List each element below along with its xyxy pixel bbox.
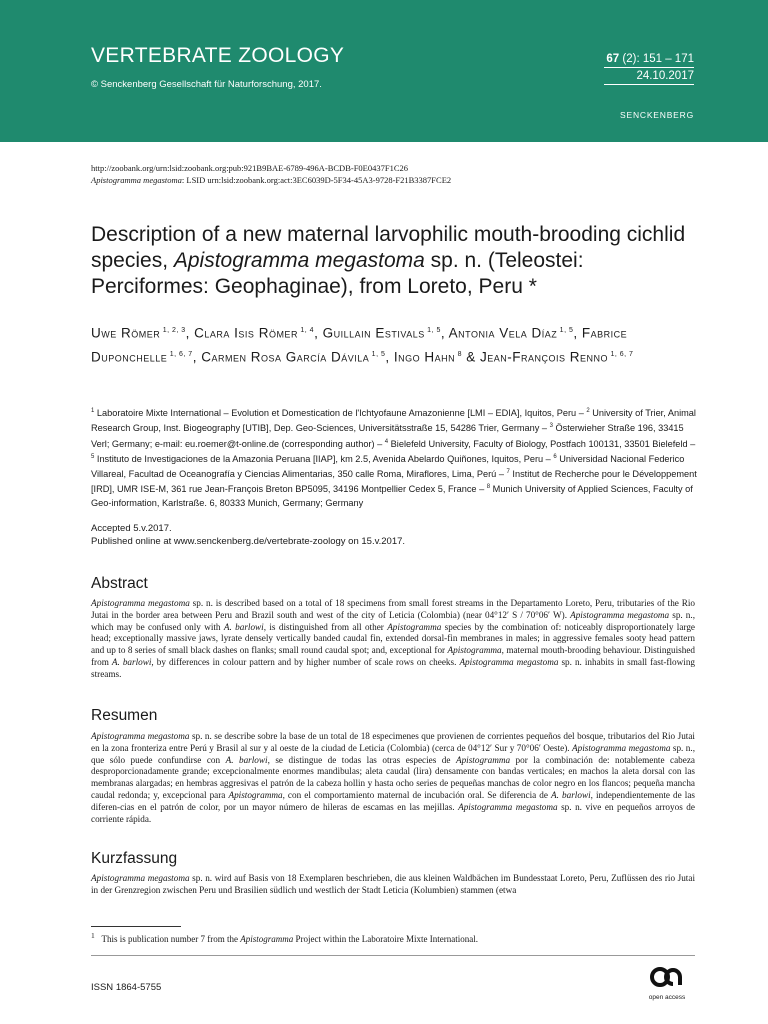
author-name: Uwe Römer bbox=[91, 325, 161, 341]
text-run: sp. n. se describe sobre la base de un total de 18 especimenes que provienen de corrientes pequeños del bosque, tributarios del Rio Jutai en la zona fronteriza entre Perú y Brasil al sur y al oeste de la ciudad de Leticia (Colombia) (cerca de 04°12′ Sur y 70°06′ Oeste). bbox=[91, 731, 695, 753]
taxon-name: Apistogramma megastoma bbox=[459, 656, 559, 667]
resumen-heading: Resumen bbox=[91, 707, 158, 724]
author-affiliation-marks: 1, 5 bbox=[557, 327, 574, 334]
affiliation-number: 8 bbox=[486, 484, 491, 491]
taxon-name: Apistogramma megastoma bbox=[91, 731, 190, 741]
taxon-name: A. barlowi bbox=[111, 656, 152, 667]
text-run: , se distingue de todas las otras especies de bbox=[267, 754, 456, 765]
affiliation-text: Instituto de Investigaciones de la Amazonia Peruana [IIAP], km 2.5, Avenida Abelardo Quiñones, Iquitos, Peru – bbox=[94, 453, 554, 464]
author-name: Clara Isis Römer bbox=[194, 325, 298, 341]
kurzfassung-heading: Kurzfassung bbox=[91, 850, 178, 867]
affiliation-number: 1 bbox=[91, 408, 95, 414]
text-run: sp. n. wird auf Basis von 18 Exemplaren beschrieben, die aus kleinen Waldbächen im Bundesstaat Loreto, Peru, Zuflüssen des rio Jutai in der Grenzregion zwischen Peru und Brasilien südlich und westlich der Stadt Leticia (Kolumbien) stammen (etwa bbox=[91, 873, 695, 895]
author-affiliation-marks: 1, 4 bbox=[297, 327, 315, 334]
affiliation-text: Institut de Recherche pour le Développement [IRD], UMR ISE-M, 361 rue Jean-François Breton BP5095, 34196 Montpellier Cedex 5, France – bbox=[91, 469, 697, 495]
published-online: Published online at www.senckenberg.de/vertebrate-zoology on 15.v.2017. bbox=[91, 536, 406, 547]
affiliation-number: 7 bbox=[506, 469, 510, 476]
text-run: sp. n. vive en pequeños arroyos de corriente rápida. bbox=[91, 801, 695, 824]
taxon-name: Apistogramma bbox=[387, 621, 442, 632]
affiliation-text: Munich University of Applied Sciences, Faculty of Geo-information, Karlstraße. 6, 80333 Munich, Germany; Germany bbox=[91, 484, 693, 508]
author-separator: , bbox=[573, 325, 582, 341]
author-separator: , bbox=[192, 349, 202, 364]
author-list bbox=[91, 320, 701, 367]
taxon-name: Apistogramma bbox=[228, 789, 283, 800]
text-run: sp. n. inhabits in small fast-flowing streams. bbox=[91, 656, 696, 679]
affiliation-number: 6 bbox=[553, 453, 557, 460]
taxon-name: A. barlowi bbox=[551, 789, 591, 800]
volume-number: 67 bbox=[606, 53, 620, 65]
affiliation-number: 5 bbox=[91, 453, 95, 460]
author-affiliation-marks: 1, 6, 7 bbox=[167, 350, 193, 358]
footer-rule bbox=[91, 955, 695, 956]
text-run: , independientemente de las diferen-cias en el patrón de color, por un mayor número de hileras de escamas en las mejillas. bbox=[91, 789, 695, 812]
author-affiliation-marks: 8 bbox=[455, 350, 462, 358]
zoobank-pub-link[interactable]: http://zoobank.org/urn:lsid:zoobank.org:pub:921B9BAE-6789-496A-BCDB-F0E0437F1C26 bbox=[91, 163, 409, 173]
publication-dates bbox=[91, 522, 405, 548]
taxon-name: Apistogramma megastoma bbox=[91, 873, 190, 883]
author-name: Guillain Estivals bbox=[322, 325, 425, 341]
affiliation-number: 3 bbox=[549, 423, 553, 430]
author-separator: , bbox=[385, 349, 394, 364]
affiliation-text: Bielefeld University, Faculty of Biology, Postfach 100131, 33501 Bielefeld – bbox=[388, 438, 696, 449]
taxon-name: A. barlowi bbox=[223, 621, 264, 632]
author-name: Carmen Rosa García Dávila bbox=[201, 349, 370, 364]
abstract-heading: Abstract bbox=[91, 575, 148, 592]
affiliation-number: 4 bbox=[384, 438, 389, 445]
footnote-genus: Apistogramma bbox=[240, 934, 294, 944]
footnote-rule bbox=[91, 926, 181, 927]
taxon-name: Apistogramma bbox=[455, 754, 511, 765]
text-run: , by differences in colour pattern and by higher number of scale rows on cheeks. bbox=[151, 656, 460, 667]
affiliation-text: Laboratoire Mixte International – Evolution et Domestication de l'Ichtyofaune Amazonienne [LMI – EDIA], Iquitos, Peru – bbox=[94, 408, 587, 419]
text-run: sp. n., que sólo puede confundirse con bbox=[91, 742, 695, 765]
affiliations bbox=[91, 405, 697, 510]
open-access-label: open access bbox=[648, 994, 686, 1001]
text-run: , con el comportamiento maternal de incubación oral. Se diferencia de bbox=[282, 789, 552, 800]
kurzfassung-text bbox=[91, 873, 695, 897]
author-name: Antonia Vela Díaz bbox=[448, 325, 558, 341]
abstract-text bbox=[91, 598, 695, 681]
footnote-text-after: Project within the Laboratoire Mixte International. bbox=[293, 934, 478, 944]
text-run: species by the combination of: noticeably disproportionately large head; exceptionally massive jaws, lyrate densely vertically banded caudal fin, extended dorsal-fin membranes in males; in aggressive females sooty head pattern and up to 8 series of small black dashes on flanks; small round caudal spot; and, exceptional for bbox=[91, 621, 695, 656]
accepted-date: Accepted 5.v.2017. bbox=[91, 523, 172, 534]
author-separator: , bbox=[185, 325, 195, 341]
affiliation-number: 2 bbox=[586, 408, 590, 414]
copyright-line: © Senckenberg Gesellschaft für Naturforschung, 2017. bbox=[91, 79, 322, 90]
article-title bbox=[91, 222, 701, 300]
text-run: sp. n. is described based on a total of 18 specimens from small forest streams in the Departamento Loreto, Peru, tributaries of the Rio Jutai in the border area between Peru and Brazil south and west of the city of Leticia (Colombia) (near 04°12′ S / 70°06′ W). bbox=[91, 598, 695, 620]
author-separator: & bbox=[461, 349, 480, 364]
author-separator: , bbox=[440, 325, 449, 341]
zoobank-species: Apistogramma megastoma bbox=[91, 175, 182, 185]
volume-issue-pages bbox=[604, 53, 694, 68]
author-name: Ingo Hahn bbox=[393, 349, 456, 364]
author-affiliation-marks: 1, 5 bbox=[369, 350, 386, 358]
publisher-name: SENCKENBERG bbox=[620, 110, 694, 120]
issn bbox=[91, 982, 161, 993]
text-run: , is distinguished from all other bbox=[263, 621, 388, 632]
taxon-name: Apistogramma megastoma bbox=[570, 609, 670, 620]
title-part2: sp. n. (Teleostei: Perciformes: Geophaginae), from Loreto, Peru * bbox=[91, 249, 584, 298]
taxon-name: Apistogramma bbox=[447, 645, 502, 656]
title-species: Apistogramma megastoma bbox=[173, 249, 425, 272]
zoobank-act-link[interactable]: : LSID urn:lsid:zoobank.org:act:3EC6039D-5F34-45A3-9728-F21B3387FCE2 bbox=[181, 175, 452, 185]
publication-date: 24.10.2017 bbox=[604, 68, 694, 85]
taxon-name: Apistogramma megastoma bbox=[572, 742, 671, 753]
author-affiliation-marks: 1, 6, 7 bbox=[608, 350, 634, 358]
zoobank-act-line bbox=[91, 175, 451, 186]
text-run: , maternal mouth-brooding behaviour. Distinguished from bbox=[91, 645, 695, 667]
open-access-logo bbox=[647, 966, 687, 1001]
author-affiliation-marks: 1, 2, 3 bbox=[160, 327, 186, 334]
taxon-name: Apistogramma megastoma bbox=[458, 801, 558, 812]
affiliation-text: Österwieher Straße 196, 33415 Verl; Germany; e-mail: eu.roemer@t-online.de (corresponding author) – bbox=[91, 423, 684, 449]
issn-number: 1864-5755 bbox=[115, 982, 162, 993]
volume-box bbox=[604, 53, 694, 85]
footnote bbox=[91, 931, 478, 944]
journal-name: VERTEBRATE ZOOLOGY bbox=[91, 44, 345, 67]
text-run: sp. n., which may be confused only with bbox=[91, 609, 695, 632]
title-part1: Description of a new maternal larvophilic mouth-brooding cichlid species, bbox=[91, 223, 686, 272]
resumen-text bbox=[91, 731, 695, 825]
affiliation-text: Universidad Nacional Federico Villareal, Facultad de Oceanografía y Ciencias Alimentarias, 350 calle Roma, Miraflores, Lima, Perú – bbox=[91, 453, 685, 480]
footnote-text-before: This is publication number 7 from the bbox=[101, 934, 241, 944]
author-name: Fabrice Duponchelle bbox=[91, 325, 628, 364]
taxon-name: Apistogramma megastoma bbox=[91, 598, 190, 608]
affiliation-text: University of Trier, Animal Research Group, Inst. Biogeography [UTIB], Dep. Geo-Sciences, Universitätsstraße 15, 54286 Trier, Germany – bbox=[91, 408, 696, 434]
journal-header-band bbox=[0, 0, 768, 142]
author-name: Jean-François Renno bbox=[480, 349, 609, 364]
author-affiliation-marks: 1, 5 bbox=[424, 327, 441, 334]
author-separator: , bbox=[314, 325, 323, 341]
taxon-name: A. barlowi bbox=[225, 754, 268, 765]
issn-label: ISSN bbox=[91, 982, 114, 993]
text-run: por la combinación de: notablemente cabeza desproporcionadamente grande; excepcionalmente enormes mandibulas; aleta caudal (lira) densamente con bandas verticales; en machos la aleta dorsal con las membranas alargadas; en hembras aggresivas el patrón de la cabeza hollin y hasta ocho series de pequeñas manchas de color negro en los flancos; pequeña mancha caudal redonda; y, excepcional para bbox=[91, 754, 696, 800]
footnote-mark: 1 bbox=[91, 931, 95, 940]
open-access-icon bbox=[650, 966, 684, 988]
issue-pages: (2): 151 – 171 bbox=[619, 53, 694, 65]
